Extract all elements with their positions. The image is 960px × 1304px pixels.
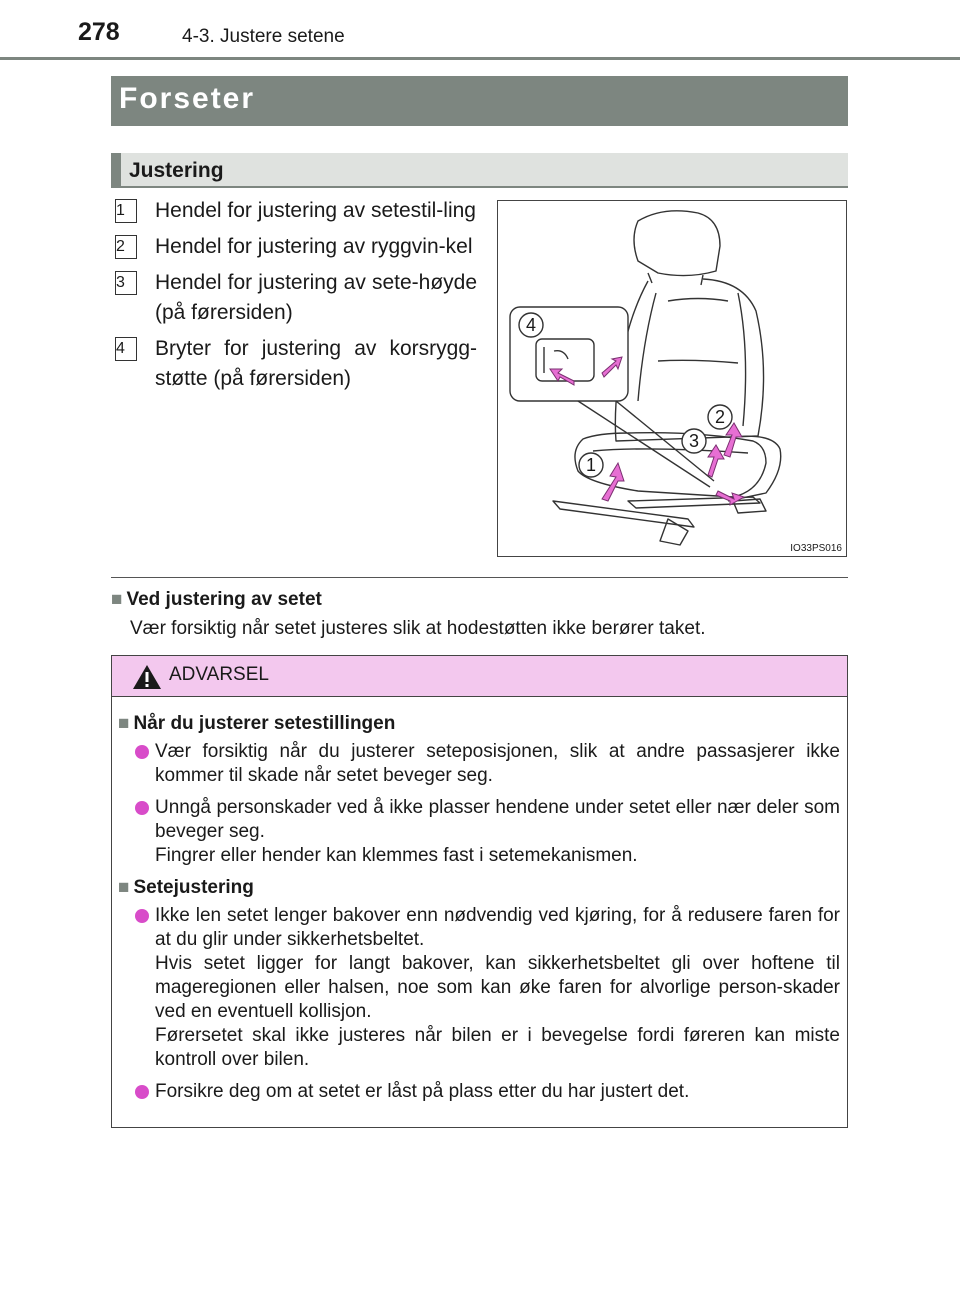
legend-item: [115, 334, 477, 394]
legend-text: Hendel for justering av setestil-ling: [155, 199, 476, 222]
seat-illustration: [497, 200, 847, 557]
warning-item: [118, 904, 840, 1072]
warning-item: [118, 1080, 840, 1104]
legend-number: 4: [115, 337, 137, 361]
divider: [111, 577, 848, 578]
legend-text: Hendel for justering av sete-høyde (på førersiden): [155, 271, 477, 324]
warning-text: Unngå personskader ved å ikke plasser hendene under setet eller nær deler som beveger seg.: [155, 797, 840, 842]
bullet-icon: [135, 1085, 149, 1099]
warning-text: Ikke len setet lenger bakover enn nødvendig ved kjøring, for å redusere faren for at du glir under sikkerhetsbeltet.: [155, 905, 840, 950]
warning-subheading: [118, 876, 840, 900]
legend-list: [115, 196, 477, 400]
note-heading-text: Ved justering av setet: [126, 589, 322, 610]
callout-label: 4: [525, 315, 537, 335]
warning-text: Førersetet skal ikke justeres når bilen er i bevegelse fordi føreren kan miste kontroll over bilen.: [155, 1025, 840, 1070]
warning-subheading-text: Setejustering: [133, 877, 254, 898]
warning-subheading: [118, 712, 840, 736]
legend-number: 3: [115, 271, 137, 295]
warning-triangle-icon: [132, 664, 162, 690]
seat-drawing: [498, 201, 846, 556]
warning-header: [112, 656, 847, 697]
legend-text: Bryter for justering av korsrygg-støtte (på førersiden): [155, 337, 477, 390]
arrow-icon: [602, 463, 624, 501]
legend-item: [115, 268, 477, 328]
warning-item: [118, 740, 840, 788]
header-rule: [0, 57, 960, 60]
legend-number: 1: [115, 199, 137, 223]
figure-code: IO33PS016: [790, 543, 842, 554]
subheading: Justering: [129, 159, 224, 182]
page-number: 278: [78, 18, 120, 46]
square-bullet-icon: ■: [111, 589, 123, 610]
note-heading: [111, 589, 322, 611]
section-title-bar: [111, 76, 848, 126]
warning-text: Forsikre deg om at setet er låst på plass etter du har justert det.: [155, 1081, 690, 1102]
subheading-bar: [111, 153, 848, 188]
warning-box: [111, 655, 848, 1128]
callout-label: 3: [688, 431, 700, 451]
callout-label: 1: [585, 455, 597, 475]
legend-item: [115, 196, 477, 226]
warning-item: [118, 796, 840, 868]
bullet-icon: [135, 801, 149, 815]
warning-subheading-text: Når du justerer setestillingen: [133, 713, 396, 734]
section-reference: 4-3. Justere setene: [182, 26, 345, 47]
subheading-rule: [111, 186, 848, 188]
legend-text: Hendel for justering av ryggvin-kel: [155, 235, 473, 258]
warning-label: ADVARSEL: [169, 664, 269, 685]
bullet-icon: [135, 745, 149, 759]
legend-number: 2: [115, 235, 137, 259]
square-bullet-icon: ■: [118, 713, 130, 734]
legend-item: [115, 232, 477, 262]
note-text: Vær forsiktig når setet justeres slik at hodestøtten ikke berører taket.: [130, 618, 706, 639]
section-title: Forseter: [119, 82, 256, 115]
warning-text: Hvis setet ligger for langt bakover, kan sikkerhetsbeltet gli over hoftene til mageregionen eller halsen, noe som kan øke faren for alvorlige person-skader ved en eventuell kollisjon.: [155, 953, 840, 1022]
warning-text: Fingrer eller hender kan klemmes fast i setemekanismen.: [155, 845, 638, 866]
page-header: [0, 0, 960, 60]
bullet-icon: [135, 909, 149, 923]
callout-label: 2: [714, 407, 726, 427]
square-bullet-icon: ■: [118, 877, 130, 898]
warning-body: [118, 712, 840, 1112]
warning-text: Vær forsiktig når du justerer seteposisjonen, slik at andre passasjerer ikke kommer til skade når setet beveger seg.: [155, 741, 840, 786]
arrow-icon: [708, 445, 724, 477]
